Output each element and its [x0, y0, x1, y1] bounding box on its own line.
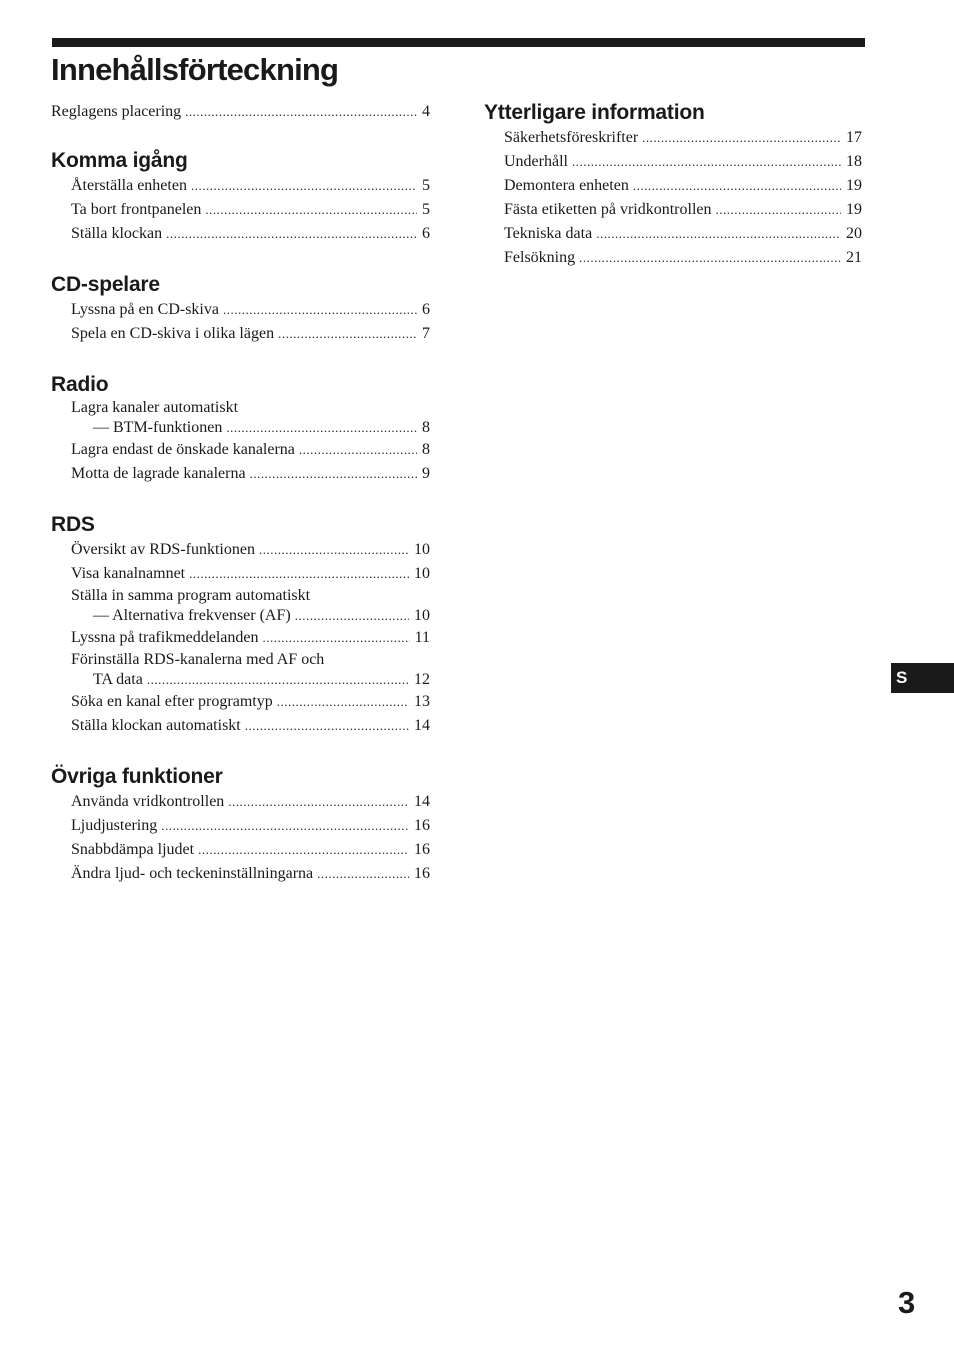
toc-entry-label: Säkerhetsföreskrifter	[504, 129, 639, 146]
toc-entry-page: 14	[414, 717, 430, 734]
dot-leader	[226, 418, 417, 438]
dot-leader	[259, 538, 409, 562]
toc-right-column	[484, 100, 862, 270]
dot-leader	[596, 222, 841, 246]
toc-entry-label: Ställa klockan	[71, 225, 163, 242]
section-heading: Ytterligare information	[484, 101, 705, 124]
toc-entry[interactable]	[51, 322, 430, 346]
page-number: 3	[898, 1285, 916, 1320]
toc-entry-label: — Alternativa frekvenser (AF)	[93, 607, 291, 624]
dot-leader	[642, 126, 841, 150]
dot-leader	[299, 438, 417, 462]
toc-entry[interactable]	[51, 670, 430, 690]
toc-entry-page: 10	[414, 565, 430, 582]
toc-entry[interactable]	[51, 562, 430, 586]
dot-leader	[633, 174, 841, 198]
toc-entry-label: Underhåll	[504, 153, 568, 170]
toc-entry[interactable]	[51, 174, 430, 198]
toc-entry-page: 10	[414, 607, 430, 624]
toc-entry-page: 11	[414, 629, 430, 646]
section-radio	[51, 372, 430, 486]
toc-entry[interactable]	[51, 418, 430, 438]
dot-leader	[189, 562, 409, 586]
toc-entry-label: — BTM-funktionen	[93, 419, 223, 436]
toc-entry-label: Fästa etiketten på vridkontrollen	[504, 201, 712, 218]
toc-entry-label: Spela en CD-skiva i olika lägen	[71, 325, 275, 342]
title-rule	[52, 38, 865, 47]
page-title: Innehållsförteckning	[51, 52, 339, 87]
dot-leader	[278, 322, 417, 346]
toc-entry-label: Visa kanalnamnet	[71, 565, 186, 582]
section-rds	[51, 512, 430, 738]
toc-entry[interactable]	[484, 198, 862, 222]
toc-entry[interactable]	[51, 626, 430, 650]
dot-leader	[205, 198, 417, 222]
toc-entry-page: 18	[846, 153, 862, 170]
toc-entry-page: 21	[846, 249, 862, 266]
dot-leader	[223, 298, 417, 322]
toc-entry-page: 14	[414, 793, 430, 810]
toc-entry-label: Motta de lagrade kanalerna	[71, 465, 246, 482]
toc-entry-page: 9	[422, 465, 430, 482]
toc-entry[interactable]	[51, 298, 430, 322]
toc-entry[interactable]	[51, 606, 430, 626]
dot-leader	[191, 174, 417, 198]
toc-entry-label: Tekniska data	[504, 225, 593, 242]
section-ytterligare-information	[484, 100, 862, 270]
section-ovriga-funktioner	[51, 764, 430, 886]
toc-entry[interactable]	[51, 790, 430, 814]
toc-entry-label: Lyssna på trafikmeddelanden	[71, 629, 259, 646]
toc-entry-page: 6	[422, 225, 430, 242]
section-heading: Övriga funktioner	[51, 765, 223, 788]
dot-leader	[166, 222, 417, 246]
section-heading: RDS	[51, 513, 95, 536]
dot-leader	[263, 626, 410, 650]
toc-entry-page: 16	[414, 817, 430, 834]
dot-leader	[185, 100, 417, 124]
dot-leader	[317, 862, 409, 886]
toc-entry[interactable]	[51, 462, 430, 486]
toc-entry[interactable]	[51, 814, 430, 838]
toc-entry[interactable]	[484, 222, 862, 246]
toc-entry-page: 4	[422, 103, 430, 120]
dot-leader	[572, 150, 841, 174]
toc-entry-page: 8	[422, 441, 430, 458]
toc-entry[interactable]	[484, 150, 862, 174]
dot-leader	[250, 462, 417, 486]
toc-entry-page: 17	[846, 129, 862, 146]
toc-entry-label: Lagra endast de önskade kanalerna	[71, 441, 295, 458]
toc-entry-label: Söka en kanal efter programtyp	[71, 693, 273, 710]
dot-leader	[579, 246, 841, 270]
dot-leader	[245, 714, 409, 738]
toc-entry-label: Återställa enheten	[71, 177, 187, 194]
dot-leader	[147, 670, 409, 690]
toc-entry-label: Översikt av RDS-funktionen	[71, 541, 255, 558]
section-heading: Komma igång	[51, 149, 188, 172]
toc-entry-label: Reglagens placering	[51, 103, 182, 120]
dot-leader	[198, 838, 409, 862]
section-cd-spelare	[51, 272, 430, 346]
toc-entry[interactable]	[51, 198, 430, 222]
toc-entry[interactable]	[51, 222, 430, 246]
toc-entry-page: 7	[422, 325, 430, 342]
toc-entry-page: 19	[846, 201, 862, 218]
toc-entry[interactable]	[51, 100, 430, 124]
toc-entry-page: 8	[422, 419, 430, 436]
toc-left-column	[51, 100, 430, 886]
toc-entry-label: Demontera enheten	[504, 177, 629, 194]
toc-entry-page: 16	[414, 841, 430, 858]
toc-entry-page: 12	[414, 671, 430, 688]
toc-entry[interactable]	[51, 714, 430, 738]
toc-entry-label: TA data	[93, 671, 143, 688]
toc-entry-label[interactable]: Förinställa RDS-kanalerna med AF och	[71, 651, 325, 668]
toc-entry[interactable]	[484, 246, 862, 270]
toc-entry-page: 19	[846, 177, 862, 194]
toc-entry[interactable]	[51, 690, 430, 714]
toc-entry-label: Felsökning	[504, 249, 576, 266]
toc-entry[interactable]	[51, 538, 430, 562]
dot-leader	[295, 606, 409, 626]
dot-leader	[228, 790, 409, 814]
toc-entry-label[interactable]: Ställa in samma program automatiskt	[71, 587, 311, 604]
toc-entry-page: 5	[422, 201, 430, 218]
toc-entry-label: Lyssna på en CD-skiva	[71, 301, 219, 318]
toc-entry[interactable]	[484, 174, 862, 198]
toc-entry-label: Ändra ljud- och teckeninställningarna	[71, 865, 314, 882]
toc-entry-label[interactable]: Lagra kanaler automatiskt	[71, 399, 239, 416]
toc-entry-page: 20	[846, 225, 862, 242]
dot-leader	[716, 198, 842, 222]
dot-leader	[277, 690, 409, 714]
toc-entry-page: 13	[414, 693, 430, 710]
toc-entry[interactable]	[51, 838, 430, 862]
toc-entry-label: Ta bort frontpanelen	[71, 201, 202, 218]
language-tab: S	[891, 663, 954, 693]
toc-entry[interactable]	[51, 862, 430, 886]
dot-leader	[161, 814, 409, 838]
toc-entry-page: 16	[414, 865, 430, 882]
toc-entry-label: Använda vridkontrollen	[71, 793, 225, 810]
toc-entry-page: 6	[422, 301, 430, 318]
toc-entry-label: Snabbdämpa ljudet	[71, 841, 195, 858]
toc-entry[interactable]	[51, 438, 430, 462]
section-heading: CD-spelare	[51, 273, 160, 296]
toc-entry[interactable]	[484, 126, 862, 150]
section-heading: Radio	[51, 373, 109, 396]
toc-entry-label: Ljudjustering	[71, 817, 158, 834]
toc-entry-label: Ställa klockan automatiskt	[71, 717, 241, 734]
toc-entry-page: 10	[414, 541, 430, 558]
toc-entry-page: 5	[422, 177, 430, 194]
section-komma-igang	[51, 148, 430, 246]
